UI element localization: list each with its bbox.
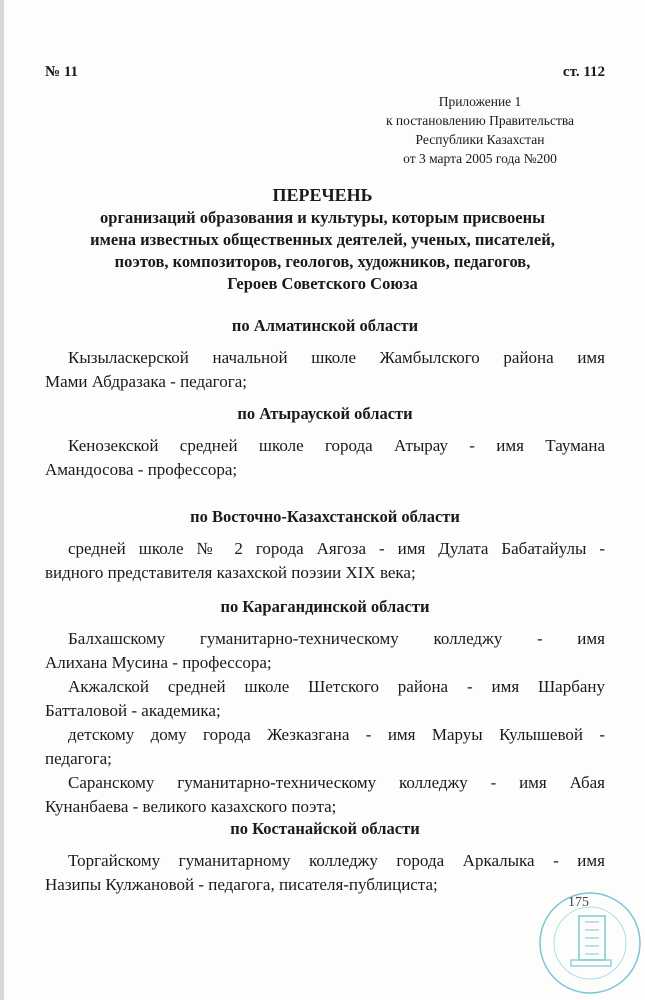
document-title	[0, 183, 645, 295]
paragraph-line: Саранскому гуманитарно-техническому колледжу - имя Абая	[68, 773, 605, 792]
annex-line: к постановлению Правительства	[385, 113, 575, 128]
paragraph-line: Балхашскому гуманитарно-техническому колледжу - имя	[68, 629, 605, 648]
paragraph-line: Батталовой - академика;	[45, 701, 221, 720]
region-heading: по Атырауской области	[237, 404, 413, 423]
annex-line: от 3 марта 2005 года №200	[403, 151, 557, 166]
page-number: 175	[568, 895, 589, 910]
annex-line: Республики Казахстан	[415, 132, 545, 147]
paragraph-line: Торгайскому гуманитарному колледжу города Аркалыка - имя	[68, 851, 605, 870]
region-section	[45, 402, 605, 482]
list-item	[45, 771, 605, 819]
paragraph-line: средней школе № 2 города Аягоза - имя Дулата Бабатайулы -	[68, 539, 605, 558]
paragraph-line: Назипы Кулжановой - педагога, писателя-публициста;	[45, 875, 438, 894]
region-section	[45, 505, 605, 585]
annex-note	[360, 92, 600, 168]
title-sub-line: организаций образования и культуры, которым присвоены	[100, 208, 545, 227]
paragraph-line: Мами Абдразака - педагога;	[45, 372, 247, 391]
region-section	[45, 817, 605, 897]
title-main: ПЕРЕЧЕНЬ	[272, 185, 373, 205]
list-item	[45, 537, 605, 585]
paragraph-line: Кунанбаева - великого казахского поэта;	[45, 797, 337, 816]
list-item	[45, 723, 605, 771]
paragraph-line: видного представителя казахской поэзии XIX века;	[45, 563, 416, 582]
list-item	[45, 675, 605, 723]
region-section	[45, 595, 605, 819]
region-section	[45, 314, 605, 394]
paragraph-line: Кызыласкерской начальной школе Жамбылского района имя	[68, 348, 605, 367]
title-sub-line: Героев Советского Союза	[227, 274, 418, 293]
issue-number: № 11	[45, 64, 78, 80]
annex-line: Приложение 1	[438, 94, 522, 109]
region-heading: по Костанайской области	[230, 819, 420, 838]
article-number: ст. 112	[562, 64, 605, 80]
paragraph-line: детскому дому города Жезказгана - имя Маруы Кулышевой -	[68, 725, 605, 744]
region-heading: по Восточно-Казахстанской области	[190, 507, 460, 526]
page-edge	[0, 0, 4, 1000]
paragraph-line: Кенозекской средней школе города Атырау - имя Таумана	[68, 436, 605, 455]
list-item	[45, 434, 605, 482]
list-item	[45, 849, 605, 897]
list-item	[45, 627, 605, 675]
paragraph-line: педагога;	[45, 749, 112, 768]
paragraph-line: Алихана Мусина - профессора;	[45, 653, 272, 672]
paragraph-line: Акжалской средней школе Шетского района - имя Шарбану	[68, 677, 605, 696]
title-sub-line: поэтов, композиторов, геологов, художников, педагогов,	[114, 252, 531, 271]
paragraph-line: Амандосова - профессора;	[45, 460, 238, 479]
title-sub-line: имена известных общественных деятелей, ученых, писателей,	[90, 230, 555, 249]
region-heading: по Алматинской области	[231, 316, 419, 335]
region-heading: по Карагандинской области	[220, 597, 430, 616]
list-item	[45, 346, 605, 394]
archive-stamp	[535, 888, 645, 998]
